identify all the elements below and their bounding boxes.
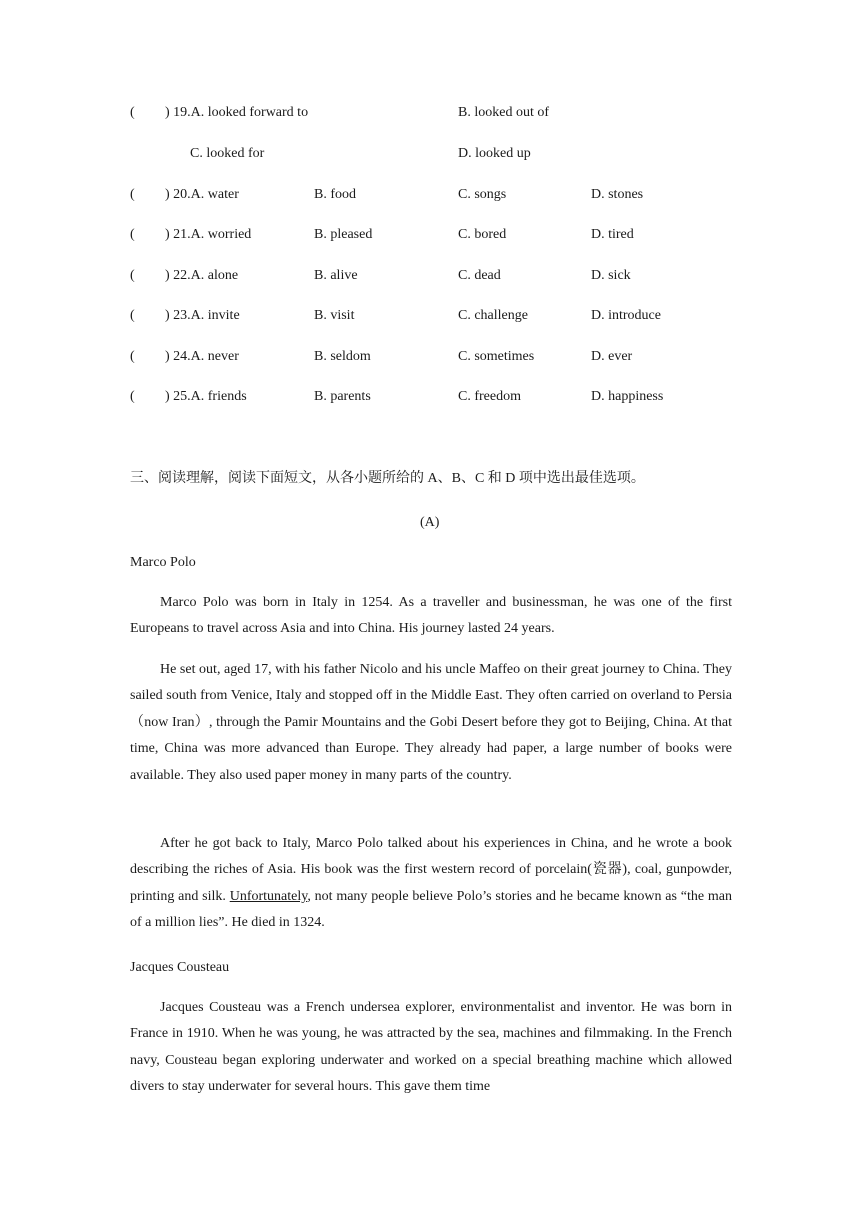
answer-bracket-open: ( [130, 308, 135, 323]
passage-label: (A) [420, 515, 440, 530]
question-23-option-c: C. challenge [458, 308, 528, 323]
answer-bracket-open: ( [130, 105, 135, 120]
question-21-option-c: C. bored [458, 227, 507, 242]
answer-bracket-open: ( [130, 268, 135, 283]
paragraph [130, 831, 732, 937]
question-24-option-b: B. seldom [314, 349, 371, 364]
question-23-option-d: D. introduce [591, 308, 661, 323]
question-24-option-d: D. ever [591, 349, 633, 364]
question-22-option-c: C. dead [458, 268, 501, 283]
question-19-option-a: ) 19.A. looked forward to [165, 105, 309, 120]
answer-bracket-open: ( [130, 187, 135, 202]
question-25-option-b: B. parents [314, 389, 371, 404]
paragraph: Marco Polo was born in Italy in 1254. As a traveller and businessman, he was one of the first Europeans to travel across Asia and into China. His journey lasted 24 years. [130, 595, 732, 637]
paragraph-text: After he got back to Italy, Marco Polo talked about his experiences in China, and he wrote a book describing the riches of Asia. His book was the first western record of porcelain(瓷器), coal, gunpowder, printing and silk. [130, 836, 732, 904]
question-20-option-b: B. food [314, 187, 356, 202]
question-25-option-a: ) 25.A. friends [165, 389, 247, 404]
question-23-option-b: B. visit [314, 308, 355, 323]
subheading-jacques-cousteau: Jacques Cousteau [130, 960, 230, 975]
question-22-option-a: ) 22.A. alone [165, 268, 239, 283]
question-21-option-a: ) 21.A. worried [165, 227, 252, 242]
question-19-option-b: B. looked out of [458, 105, 549, 120]
question-22-option-d: D. sick [591, 268, 631, 283]
paragraph: Jacques Cousteau was a French undersea explorer, environmentalist and inventor. He was born in France in 1910. When he was young, he was attracted by the sea, machines and filmmaking. In the French navy, Cousteau began exploring underwater and worked on a special breathing machine which allowed divers to stay underwater for several hours. This gave them time [130, 1000, 732, 1095]
section-heading: 三、阅读理解，阅读下面短文，从各小题所给的 A、B、C 和 D 项中选出最佳选项。 [130, 471, 645, 486]
paragraph-text: , not many people believe Polo’s stories and he became known as “the man of a million lies”. He died in 1324. [130, 888, 732, 931]
question-20-option-a: ) 20.A. water [165, 187, 239, 202]
question-23-option-a: ) 23.A. invite [165, 308, 240, 323]
question-19-option-d: D. looked up [458, 146, 531, 161]
question-20-option-c: C. songs [458, 187, 507, 202]
question-24-option-a: ) 24.A. never [165, 349, 239, 364]
subheading-marco-polo: Marco Polo [130, 555, 196, 570]
question-25-option-c: C. freedom [458, 389, 521, 404]
answer-bracket-open: ( [130, 389, 135, 404]
question-19-option-c: C. looked for [190, 146, 265, 161]
question-22-option-b: B. alive [314, 268, 358, 283]
answer-bracket-open: ( [130, 227, 135, 242]
question-21-option-b: B. pleased [314, 227, 373, 242]
underlined-word: Unfortunately [229, 888, 308, 904]
question-24-option-c: C. sometimes [458, 349, 535, 364]
question-25-option-d: D. happiness [591, 389, 664, 404]
question-20-option-d: D. stones [591, 187, 644, 202]
paragraph: He set out, aged 17, with his father Nicolo and his uncle Maffeo on their great journey to China. They sailed south from Venice, Italy and stopped off in the Middle East. They often carried on overland to Persia（now Iran）, through the Pamir Mountains and the Gobi Desert before they got to Beijing, China. At that time, China was more advanced than Europe. They already had paper, a large number of books were available. They also used paper money in many parts of the country. [130, 662, 732, 783]
question-21-option-d: D. tired [591, 227, 634, 242]
answer-bracket-open: ( [130, 349, 135, 364]
